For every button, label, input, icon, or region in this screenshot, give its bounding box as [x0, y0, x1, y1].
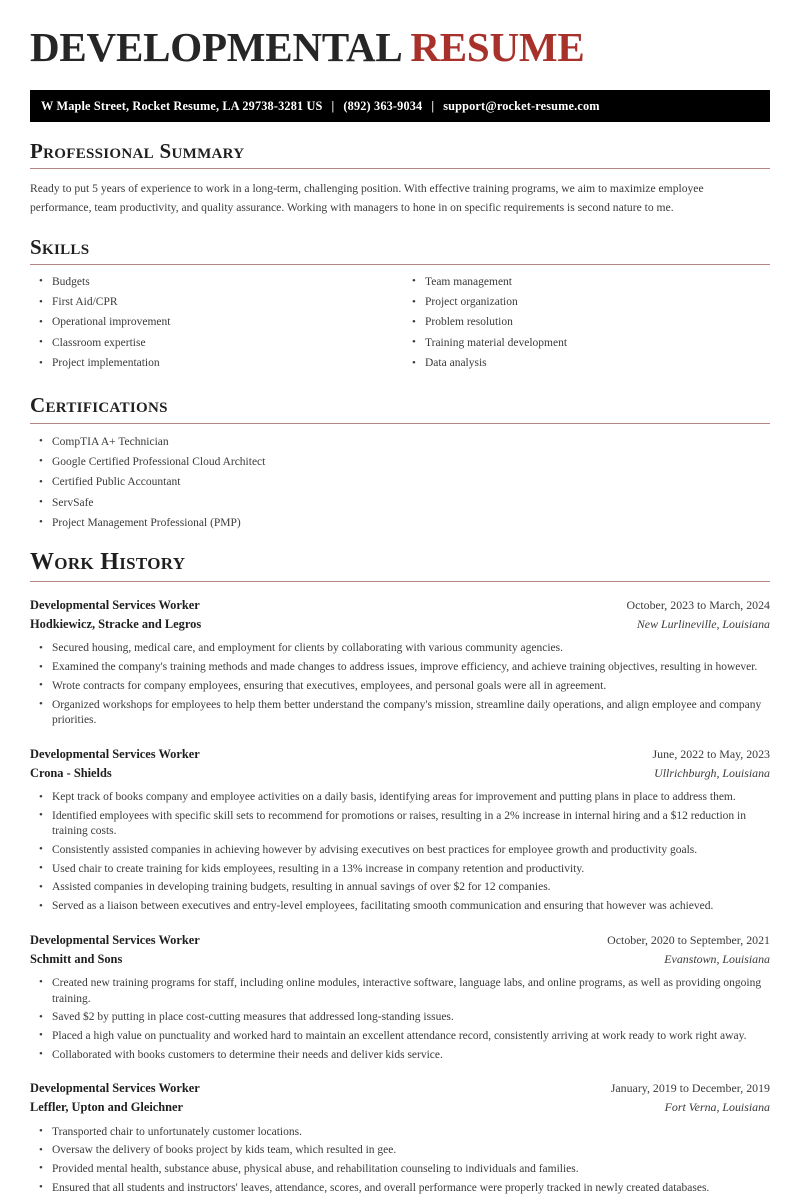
job-bullet-item: • Assisted companies in developing training budgets, resulting in annual savings of over $2 for 12 companies. — [30, 880, 770, 896]
job-company-row — [30, 1098, 770, 1117]
section-professional-summary — [30, 140, 770, 218]
contact-separator-2: | — [431, 98, 435, 113]
job-bullet-item: • Consistently assisted companies in achieving however by advising executives on best practices for employee growth and productivity goals. — [30, 843, 770, 859]
section-heading-work-history: Work History — [30, 548, 186, 575]
professional-summary-text: Ready to put 5 years of experience to work in a long-term, challenging position. With effective training programs, we aim to maximize employee performance, team productivity, and quality assurance. Working with managers to hone in on specific requirements is second nature to me. — [30, 182, 704, 214]
job-bullet-item: • Served as a liaison between executives and entry-level employees, facilitating smooth communication and ensuring that however was achieved. — [30, 899, 770, 915]
job-bullet-item: • Ensured that all students and instructors' leaves, attendance, scores, and overall performance were properly tracked in newly created databases. — [30, 1181, 770, 1196]
job-bullet-item: • Collaborated with books customers to determine their needs and deliver kids service. — [30, 1048, 770, 1064]
job-company-row — [30, 950, 770, 969]
resume-title-accent: RESUME — [410, 24, 585, 70]
job-dates: October, 2023 to March, 2024 — [626, 597, 770, 612]
skill-item: • Classroom expertise — [30, 336, 400, 352]
skill-item: • Operational improvement — [30, 315, 400, 331]
certification-item: • CompTIA A+ Technician — [30, 435, 770, 451]
job-title-row — [30, 931, 770, 950]
contact-phone: (892) 363-9034 — [343, 98, 423, 113]
job-company: Schmitt and Sons — [30, 951, 123, 966]
contact-email[interactable]: support@rocket-resume.com — [443, 98, 600, 113]
skill-item: • Project organization — [400, 295, 770, 311]
skill-item: • Training material development — [400, 336, 770, 352]
contact-address: W Maple Street, Rocket Resume, LA 29738-3281 US — [41, 98, 323, 113]
certification-item: • Google Certified Professional Cloud Architect — [30, 455, 770, 471]
job-bullet-item: • Identified employees with specific skill sets to recommend for promotions or raises, resulting in a 2% increase in internal hiring and a $12 reduction in training costs. — [30, 809, 770, 840]
job-bullet-item: • Saved $2 by putting in place cost-cutting measures that addressed long-standing issues. — [30, 1010, 770, 1026]
work-history-list — [30, 596, 770, 1196]
section-certifications — [30, 394, 770, 531]
job-company: Leffler, Upton and Gleichner — [30, 1100, 184, 1115]
job-title-row — [30, 745, 770, 764]
job-bullet-item: • Created new training programs for staff, including online modules, interactive software, language labs, and online programs, as well as providing ongoing training. — [30, 976, 770, 1007]
job-bullet-item: • Oversaw the delivery of books project by kids team, which resulted in gee. — [30, 1143, 770, 1159]
job-bullet-item: • Provided mental health, substance abuse, physical abuse, and rehabilitation counseling to individuals and families. — [30, 1162, 770, 1178]
job-title: Developmental Services Worker — [30, 746, 200, 761]
skill-item: • Data analysis — [400, 356, 770, 372]
job-location: Fort Verna, Louisiana — [664, 1100, 770, 1115]
skills-column-left — [30, 275, 400, 377]
skills-column-right — [400, 275, 770, 377]
work-history-entry — [30, 1079, 770, 1196]
job-title: Developmental Services Worker — [30, 1081, 200, 1096]
contact-info — [41, 99, 600, 114]
job-bullet-item: • Kept track of books company and employee activities on a daily basis, identifying areas for improvement and putting plans in place to address them. — [30, 790, 770, 806]
section-work-history — [30, 550, 770, 1196]
job-dates: June, 2022 to May, 2023 — [652, 746, 770, 761]
job-bullet-list — [30, 641, 770, 728]
certifications-list — [30, 435, 770, 532]
resume-title-primary: DEVELOPMENTAL — [30, 24, 401, 70]
skill-item: • Team management — [400, 275, 770, 291]
job-bullet-item: • Organized workshops for employees to help them better understand the company's mission, streamline daily operations, and align employee and company priorities. — [30, 698, 770, 729]
skill-item: • First Aid/CPR — [30, 295, 400, 311]
skills-list-left — [30, 275, 400, 372]
work-history-entry — [30, 931, 770, 1064]
job-company-row — [30, 764, 770, 783]
job-location: Evanstown, Louisiana — [664, 951, 770, 966]
skill-item: • Problem resolution — [400, 315, 770, 331]
skills-columns — [30, 275, 770, 377]
section-heading-skills: Skills — [30, 234, 90, 259]
job-bullet-item: • Examined the company's training methods and made changes to address issues, improve efficiency, and achieve training objectives, resulting in however. — [30, 660, 770, 676]
job-company: Hodkiewicz, Stracke and Legros — [30, 617, 202, 632]
skill-item: • Budgets — [30, 275, 400, 291]
resume-title — [30, 0, 770, 68]
job-bullet-list — [30, 790, 770, 915]
job-location: Ullrichburgh, Louisiana — [654, 765, 770, 780]
certification-item: • Project Management Professional (PMP) — [30, 516, 770, 532]
job-title: Developmental Services Worker — [30, 932, 200, 947]
job-title-row — [30, 596, 770, 615]
section-divider-skills — [30, 264, 770, 265]
job-title-row — [30, 1079, 770, 1098]
section-heading-certifications: Certifications — [30, 393, 168, 418]
job-title: Developmental Services Worker — [30, 597, 200, 612]
skills-list-right — [400, 275, 770, 372]
job-bullet-list — [30, 1125, 770, 1196]
section-divider-work-history — [30, 581, 770, 582]
section-divider-certifications — [30, 423, 770, 424]
job-dates: January, 2019 to December, 2019 — [610, 1081, 770, 1096]
work-history-entry — [30, 745, 770, 915]
job-bullet-item: • Wrote contracts for company employees, ensuring that executives, employees, and personal goals were all in agreement. — [30, 679, 770, 695]
job-bullet-item: • Transported chair to unfortunately customer locations. — [30, 1125, 770, 1141]
job-bullet-item: • Secured housing, medical care, and employment for clients by collaborating with various community agencies. — [30, 641, 770, 657]
contact-separator-1: | — [331, 98, 335, 113]
certification-item: • ServSafe — [30, 496, 770, 512]
job-bullet-list — [30, 976, 770, 1063]
job-company-row — [30, 615, 770, 634]
section-skills — [30, 236, 770, 377]
job-location: New Lurlineville, Louisiana — [636, 617, 770, 632]
work-history-entry — [30, 596, 770, 729]
job-company: Crona - Shields — [30, 765, 112, 780]
job-dates: October, 2020 to September, 2021 — [607, 932, 770, 947]
section-heading-professional-summary: Professional Summary — [30, 139, 245, 163]
certification-item: • Certified Public Accountant — [30, 475, 770, 491]
contact-bar — [30, 90, 770, 122]
skill-item: • Project implementation — [30, 356, 400, 372]
job-bullet-item: • Used chair to create training for kids employees, resulting in a 13% increase in company retention and productivity. — [30, 862, 770, 878]
job-bullet-item: • Placed a high value on punctuality and worked hard to maintain an excellent attendance record, consistently arriving at work ready to work right away. — [30, 1029, 770, 1045]
section-divider-professional-summary — [30, 168, 770, 169]
